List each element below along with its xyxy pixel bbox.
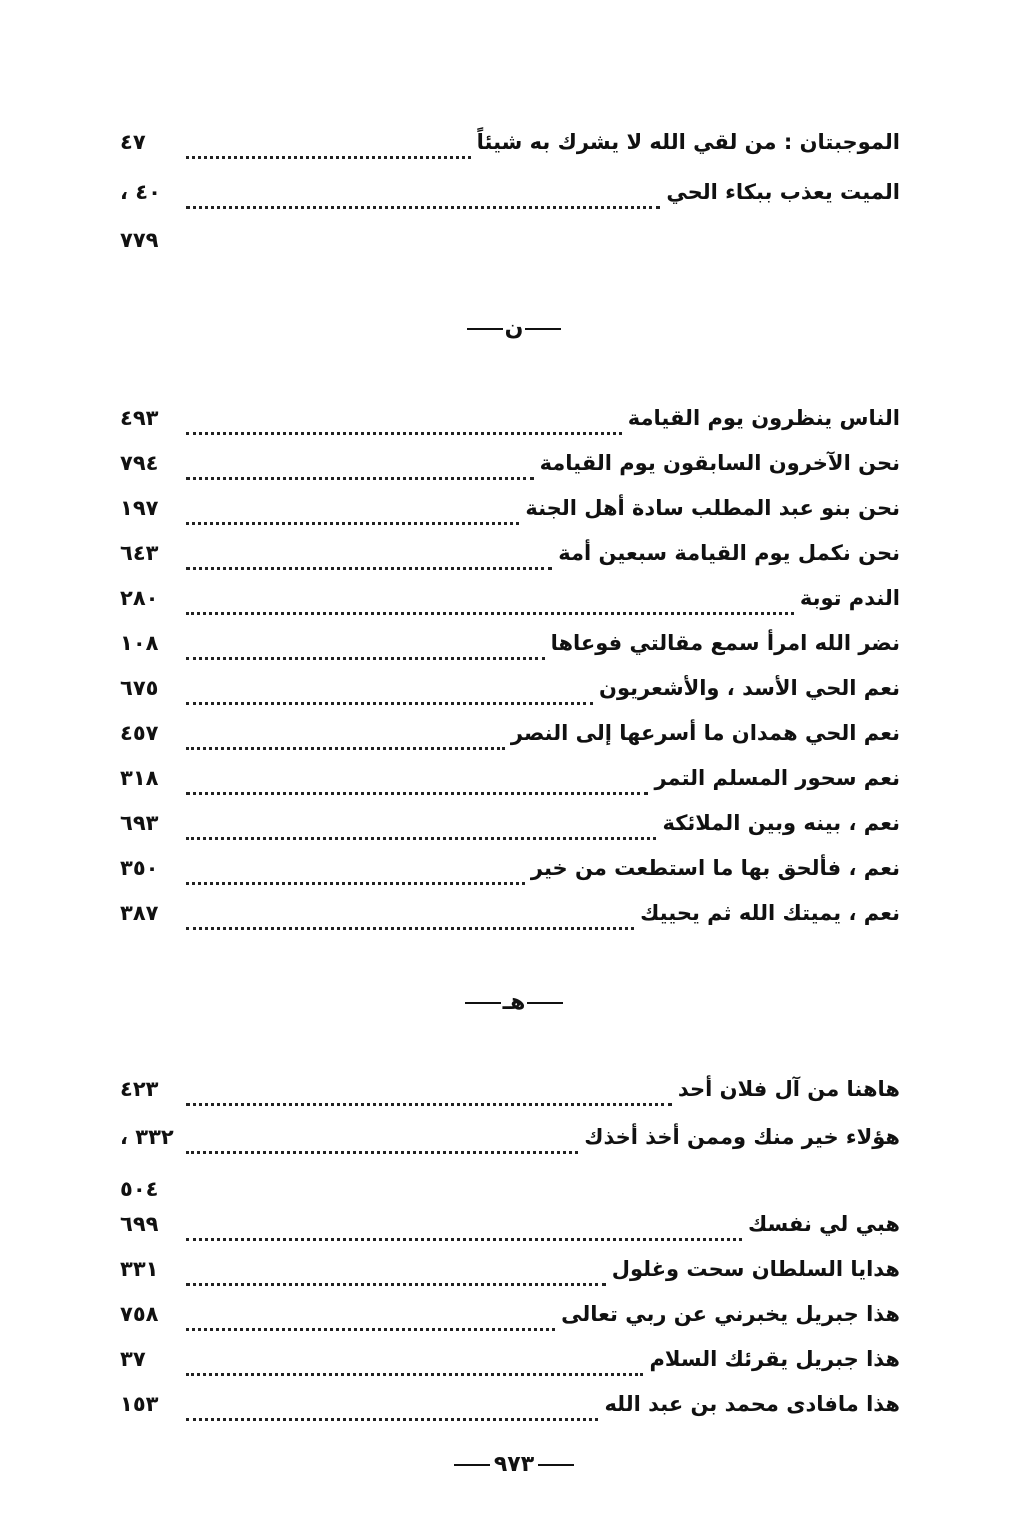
index-entry	[120, 811, 900, 851]
entry-text: نعم ، يميتك الله ثم يحييك	[640, 901, 900, 925]
entry-text: هذا مافادى محمد بن عبد الله	[604, 1392, 900, 1416]
leader-dots	[186, 745, 505, 750]
leader-dots	[186, 1371, 643, 1376]
entry-page-number: ٤٢٣	[120, 1077, 159, 1101]
entry-page-number: ٦٩٩	[120, 1212, 159, 1236]
index-entry	[120, 541, 900, 581]
leader-dots	[186, 204, 660, 209]
entry-text: نعم ، بينه وبين الملائكة	[662, 811, 900, 835]
index-entry	[120, 406, 900, 446]
leader-dots	[186, 475, 534, 480]
section-heading-nun	[0, 316, 1028, 341]
page-number: ٩٧٣	[493, 1452, 535, 1477]
page-number-footer	[0, 1452, 1028, 1477]
footer-rule	[538, 1464, 574, 1466]
entry-text: الناس ينظرون يوم القيامة	[627, 406, 900, 430]
index-entry	[120, 1077, 900, 1117]
heading-rule	[467, 328, 503, 330]
entry-page-number: ٤٥٧	[120, 721, 159, 745]
continued-page-number: ٧٧٩	[120, 228, 159, 252]
leader-dots	[186, 1101, 672, 1106]
entry-page-number: ٣٧	[120, 1347, 146, 1371]
footer-rule	[454, 1464, 490, 1466]
entry-text: نحن الآخرون السابقون يوم القيامة	[539, 451, 900, 475]
index-entry	[120, 901, 900, 941]
leader-dots	[186, 565, 552, 570]
entry-text: هذا جبريل يخبرني عن ربي تعالى	[561, 1302, 900, 1326]
heading-rule	[465, 1002, 501, 1004]
index-entry	[120, 856, 900, 896]
heading-rule	[527, 1002, 563, 1004]
index-entry	[120, 451, 900, 491]
entry-page-number: ٣٨٧	[120, 901, 159, 925]
entry-text: الندم توبة	[799, 586, 900, 610]
section-letter: ن	[504, 316, 524, 341]
entry-page-number: ١٩٧	[120, 496, 159, 520]
section-letter: هـ	[502, 990, 526, 1015]
section-heading-ha	[0, 990, 1028, 1015]
leader-dots	[186, 1416, 598, 1421]
index-entry	[120, 130, 900, 170]
entry-text: الموجبتان : من لقي الله لا يشرك به شيئاً	[476, 130, 900, 154]
entry-page-number: ٣٣١	[120, 1257, 159, 1281]
leader-dots	[186, 925, 634, 930]
index-entry	[120, 496, 900, 536]
entry-page-number: ١٥٣	[120, 1392, 159, 1416]
leader-dots	[186, 1281, 606, 1286]
entry-text: هذا جبريل يقرئك السلام	[649, 1347, 900, 1371]
entry-page-number: ٣٥٠	[120, 856, 159, 880]
index-entry	[120, 180, 900, 220]
entry-text: نعم الحي همدان ما أسرعها إلى النصر	[510, 721, 900, 745]
entry-page-number: ٣١٨	[120, 766, 159, 790]
entry-page-number: ٧٩٤	[120, 451, 159, 475]
leader-dots	[186, 430, 622, 435]
leader-dots	[186, 1236, 742, 1241]
entry-page-number: ٦٧٥	[120, 676, 159, 700]
entry-page-number: ٤٩٣	[120, 406, 159, 430]
index-entry	[120, 1392, 900, 1432]
entry-text: هؤلاء خير منك وممن أخذ أخذك	[584, 1125, 900, 1149]
index-entry	[120, 766, 900, 806]
entry-text: هاهنا من آل فلان أحد	[677, 1077, 900, 1101]
entry-page-number: ٦٤٣	[120, 541, 159, 565]
leader-dots	[186, 835, 656, 840]
entry-text: نضر الله امرأ سمع مقالتي فوعاها	[550, 631, 900, 655]
entry-text: نحن بنو عبد المطلب سادة أهل الجنة	[525, 496, 900, 520]
entry-page-number: ١٠٨	[120, 631, 159, 655]
leader-dots	[186, 610, 794, 615]
leader-dots	[186, 700, 593, 705]
leader-dots	[186, 655, 545, 660]
index-entry	[120, 1257, 900, 1297]
entry-text: نعم ، فألحق بها ما استطعت من خير	[530, 856, 900, 880]
index-entry	[120, 676, 900, 716]
entry-page-number: ٣٣٢ ،	[120, 1125, 174, 1149]
continued-page-number: ٥٠٤	[120, 1177, 159, 1201]
leader-dots	[186, 790, 648, 795]
entry-page-number: ٧٥٨	[120, 1302, 159, 1326]
entry-page-number: ٢٨٠	[120, 586, 159, 610]
entry-text: هدايا السلطان سحت وغلول	[611, 1257, 900, 1281]
index-entry	[120, 1302, 900, 1342]
entry-text: نحن نكمل يوم القيامة سبعين أمة	[558, 541, 900, 565]
index-entry	[120, 631, 900, 671]
leader-dots	[186, 1149, 578, 1154]
heading-rule	[525, 328, 561, 330]
leader-dots	[186, 154, 471, 159]
leader-dots	[186, 880, 525, 885]
leader-dots	[186, 520, 519, 525]
entry-text: نعم الحي الأسد ، والأشعريون	[599, 676, 900, 700]
index-entry	[120, 1125, 900, 1165]
entry-page-number: ٤٧	[120, 130, 146, 154]
entry-page-number: ٤٠ ،	[120, 180, 161, 204]
leader-dots	[186, 1326, 555, 1331]
entry-page-number: ٦٩٣	[120, 811, 159, 835]
index-entry	[120, 721, 900, 761]
index-entry	[120, 1212, 900, 1252]
entry-text: الميت يعذب ببكاء الحي	[666, 180, 900, 204]
index-entry	[120, 586, 900, 626]
index-entry	[120, 1347, 900, 1387]
entry-text: نعم سحور المسلم التمر	[654, 766, 900, 790]
entry-text: هبي لي نفسك	[747, 1212, 900, 1236]
